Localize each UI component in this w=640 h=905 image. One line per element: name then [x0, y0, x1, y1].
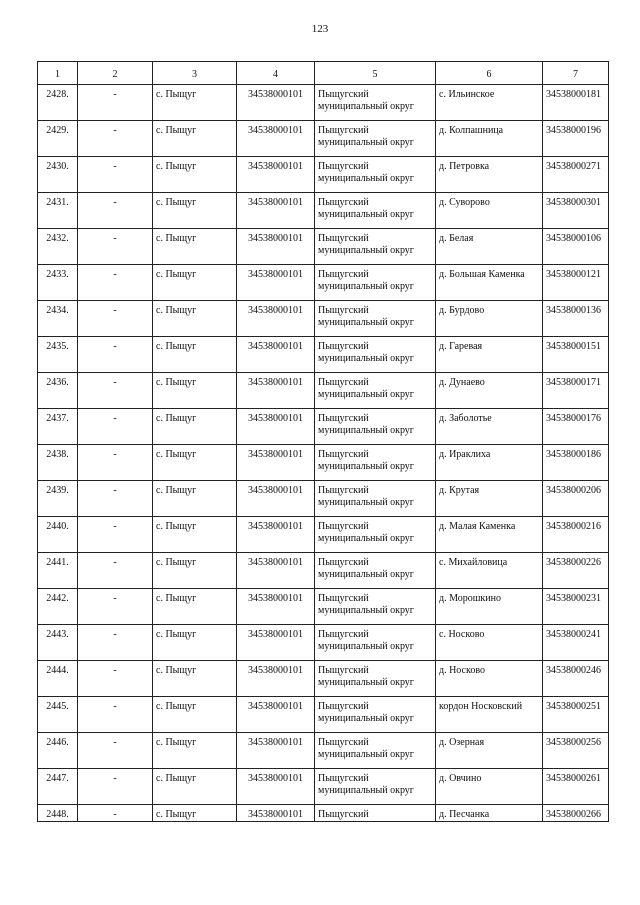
municipality-cell: Пыщугский муниципальный округ [315, 517, 436, 553]
table-row [38, 409, 609, 445]
table-row [38, 697, 609, 733]
admin-center-oktmo-cell: 34538000101 [237, 697, 315, 733]
settlement-cell: д. Песчанка [436, 805, 543, 822]
admin-center-cell: с. Пыщуг [153, 121, 237, 157]
column2-cell: - [78, 553, 153, 589]
admin-center-cell: с. Пыщуг [153, 265, 237, 301]
settlement-cell: д. Малая Каменка [436, 517, 543, 553]
row-number-cell: 2431. [38, 193, 78, 229]
row-number-cell: 2434. [38, 301, 78, 337]
column-header: 3 [153, 62, 237, 85]
column-header: 7 [543, 62, 609, 85]
admin-center-cell: с. Пыщуг [153, 553, 237, 589]
column2-cell: - [78, 373, 153, 409]
municipality-cell: Пыщугский муниципальный округ [315, 625, 436, 661]
settlement-cell: с. Михайловица [436, 553, 543, 589]
municipality-cell: Пыщугский муниципальный округ [315, 409, 436, 445]
column2-cell: - [78, 265, 153, 301]
settlement-oktmo-cell: 34538000181 [543, 85, 609, 121]
admin-center-cell: с. Пыщуг [153, 805, 237, 822]
column2-cell: - [78, 517, 153, 553]
column-header: 1 [38, 62, 78, 85]
page-number: 123 [311, 23, 329, 35]
settlement-oktmo-cell: 34538000206 [543, 481, 609, 517]
row-number-cell: 2443. [38, 625, 78, 661]
settlement-oktmo-cell: 34538000271 [543, 157, 609, 193]
settlement-oktmo-cell: 34538000171 [543, 373, 609, 409]
row-number-cell: 2436. [38, 373, 78, 409]
settlement-cell: д. Дунаево [436, 373, 543, 409]
row-number-cell: 2446. [38, 733, 78, 769]
settlement-registry-table [37, 61, 609, 822]
table-row [38, 229, 609, 265]
municipality-cell: Пыщугский муниципальный округ [315, 733, 436, 769]
settlement-cell: д. Большая Каменка [436, 265, 543, 301]
table-row [38, 661, 609, 697]
row-number-cell: 2430. [38, 157, 78, 193]
settlement-oktmo-cell: 34538000261 [543, 769, 609, 805]
municipality-cell: Пыщугский муниципальный округ [315, 85, 436, 121]
settlement-cell: д. Ираклиха [436, 445, 543, 481]
row-number-cell: 2441. [38, 553, 78, 589]
admin-center-oktmo-cell: 34538000101 [237, 481, 315, 517]
admin-center-cell: с. Пыщуг [153, 445, 237, 481]
row-number-cell: 2432. [38, 229, 78, 265]
settlement-cell: д. Гаревая [436, 337, 543, 373]
column-header: 4 [237, 62, 315, 85]
column-header: 5 [315, 62, 436, 85]
admin-center-oktmo-cell: 34538000101 [237, 517, 315, 553]
admin-center-cell: с. Пыщуг [153, 409, 237, 445]
admin-center-oktmo-cell: 34538000101 [237, 193, 315, 229]
admin-center-cell: с. Пыщуг [153, 481, 237, 517]
admin-center-cell: с. Пыщуг [153, 157, 237, 193]
admin-center-oktmo-cell: 34538000101 [237, 661, 315, 697]
admin-center-cell: с. Пыщуг [153, 193, 237, 229]
admin-center-cell: с. Пыщуг [153, 697, 237, 733]
municipality-cell: Пыщугский муниципальный округ [315, 589, 436, 625]
table-row [38, 265, 609, 301]
row-number-cell: 2438. [38, 445, 78, 481]
column2-cell: - [78, 589, 153, 625]
admin-center-cell: с. Пыщуг [153, 769, 237, 805]
settlement-cell: с. Ильинское [436, 85, 543, 121]
admin-center-cell: с. Пыщуг [153, 373, 237, 409]
row-number-cell: 2448. [38, 805, 78, 822]
municipality-cell: Пыщугский муниципальный округ [315, 697, 436, 733]
table-row [38, 121, 609, 157]
admin-center-oktmo-cell: 34538000101 [237, 337, 315, 373]
admin-center-cell: с. Пыщуг [153, 301, 237, 337]
table-row [38, 373, 609, 409]
settlement-cell: д. Озерная [436, 733, 543, 769]
column2-cell: - [78, 409, 153, 445]
admin-center-oktmo-cell: 34538000101 [237, 301, 315, 337]
column2-cell: - [78, 625, 153, 661]
settlement-oktmo-cell: 34538000226 [543, 553, 609, 589]
admin-center-oktmo-cell: 34538000101 [237, 157, 315, 193]
municipality-cell: Пыщугский муниципальный округ [315, 157, 436, 193]
settlement-oktmo-cell: 34538000216 [543, 517, 609, 553]
admin-center-cell: с. Пыщуг [153, 589, 237, 625]
table-row [38, 445, 609, 481]
column2-cell: - [78, 481, 153, 517]
row-number-cell: 2435. [38, 337, 78, 373]
admin-center-oktmo-cell: 34538000101 [237, 373, 315, 409]
table-row [38, 193, 609, 229]
settlement-oktmo-cell: 34538000121 [543, 265, 609, 301]
admin-center-cell: с. Пыщуг [153, 661, 237, 697]
column2-cell: - [78, 157, 153, 193]
admin-center-cell: с. Пыщуг [153, 625, 237, 661]
row-number-cell: 2437. [38, 409, 78, 445]
admin-center-oktmo-cell: 34538000101 [237, 769, 315, 805]
municipality-cell: Пыщугский муниципальный округ [315, 769, 436, 805]
settlement-oktmo-cell: 34538000196 [543, 121, 609, 157]
column2-cell: - [78, 445, 153, 481]
municipality-cell: Пыщугский [315, 805, 436, 822]
settlement-cell: д. Белая [436, 229, 543, 265]
admin-center-oktmo-cell: 34538000101 [237, 589, 315, 625]
settlement-oktmo-cell: 34538000186 [543, 445, 609, 481]
settlement-oktmo-cell: 34538000231 [543, 589, 609, 625]
municipality-cell: Пыщугский муниципальный округ [315, 121, 436, 157]
municipality-cell: Пыщугский муниципальный округ [315, 229, 436, 265]
table-row [38, 301, 609, 337]
municipality-cell: Пыщугский муниципальный округ [315, 481, 436, 517]
municipality-cell: Пыщугский муниципальный округ [315, 373, 436, 409]
settlement-oktmo-cell: 34538000301 [543, 193, 609, 229]
column2-cell: - [78, 337, 153, 373]
municipality-cell: Пыщугский муниципальный округ [315, 193, 436, 229]
row-number-cell: 2444. [38, 661, 78, 697]
settlement-oktmo-cell: 34538000256 [543, 733, 609, 769]
admin-center-oktmo-cell: 34538000101 [237, 445, 315, 481]
column2-cell: - [78, 805, 153, 822]
admin-center-cell: с. Пыщуг [153, 517, 237, 553]
municipality-cell: Пыщугский муниципальный округ [315, 337, 436, 373]
settlement-oktmo-cell: 34538000106 [543, 229, 609, 265]
table-row [38, 733, 609, 769]
row-number-cell: 2428. [38, 85, 78, 121]
table-row [38, 85, 609, 121]
admin-center-oktmo-cell: 34538000101 [237, 733, 315, 769]
admin-center-oktmo-cell: 34538000101 [237, 229, 315, 265]
column2-cell: - [78, 769, 153, 805]
table-row [38, 517, 609, 553]
settlement-oktmo-cell: 34538000136 [543, 301, 609, 337]
settlement-cell: с. Носково [436, 625, 543, 661]
row-number-cell: 2440. [38, 517, 78, 553]
admin-center-oktmo-cell: 34538000101 [237, 805, 315, 822]
table-row [38, 481, 609, 517]
admin-center-oktmo-cell: 34538000101 [237, 553, 315, 589]
table-row [38, 805, 609, 822]
settlement-oktmo-cell: 34538000266 [543, 805, 609, 822]
municipality-cell: Пыщугский муниципальный округ [315, 301, 436, 337]
column-header: 2 [78, 62, 153, 85]
settlement-oktmo-cell: 34538000246 [543, 661, 609, 697]
column2-cell: - [78, 733, 153, 769]
column2-cell: - [78, 193, 153, 229]
admin-center-cell: с. Пыщуг [153, 85, 237, 121]
admin-center-oktmo-cell: 34538000101 [237, 121, 315, 157]
settlement-cell: д. Носково [436, 661, 543, 697]
municipality-cell: Пыщугский муниципальный округ [315, 661, 436, 697]
settlement-cell: д. Овчино [436, 769, 543, 805]
column2-cell: - [78, 301, 153, 337]
municipality-cell: Пыщугский муниципальный округ [315, 265, 436, 301]
column2-cell: - [78, 697, 153, 733]
table-header-row [38, 62, 609, 85]
table-row [38, 769, 609, 805]
row-number-cell: 2447. [38, 769, 78, 805]
table-row [38, 553, 609, 589]
column2-cell: - [78, 229, 153, 265]
municipality-cell: Пыщугский муниципальный округ [315, 553, 436, 589]
settlement-cell: д. Бурдово [436, 301, 543, 337]
admin-center-oktmo-cell: 34538000101 [237, 265, 315, 301]
settlement-cell: д. Заболотье [436, 409, 543, 445]
row-number-cell: 2442. [38, 589, 78, 625]
column-header: 6 [436, 62, 543, 85]
admin-center-cell: с. Пыщуг [153, 733, 237, 769]
admin-center-cell: с. Пыщуг [153, 337, 237, 373]
settlement-oktmo-cell: 34538000241 [543, 625, 609, 661]
settlement-cell: д. Петровка [436, 157, 543, 193]
settlement-cell: д. Суворово [436, 193, 543, 229]
row-number-cell: 2429. [38, 121, 78, 157]
settlement-oktmo-cell: 34538000251 [543, 697, 609, 733]
settlement-oktmo-cell: 34538000151 [543, 337, 609, 373]
admin-center-oktmo-cell: 34538000101 [237, 85, 315, 121]
row-number-cell: 2439. [38, 481, 78, 517]
settlement-cell: д. Колпашница [436, 121, 543, 157]
admin-center-oktmo-cell: 34538000101 [237, 625, 315, 661]
table-row [38, 157, 609, 193]
admin-center-cell: с. Пыщуг [153, 229, 237, 265]
settlement-cell: д. Морошкино [436, 589, 543, 625]
table-row [38, 625, 609, 661]
table-row [38, 337, 609, 373]
column2-cell: - [78, 661, 153, 697]
row-number-cell: 2445. [38, 697, 78, 733]
column2-cell: - [78, 85, 153, 121]
table-row [38, 589, 609, 625]
column2-cell: - [78, 121, 153, 157]
settlement-cell: кордон Носковский [436, 697, 543, 733]
settlement-cell: д. Крутая [436, 481, 543, 517]
municipality-cell: Пыщугский муниципальный округ [315, 445, 436, 481]
settlement-oktmo-cell: 34538000176 [543, 409, 609, 445]
admin-center-oktmo-cell: 34538000101 [237, 409, 315, 445]
row-number-cell: 2433. [38, 265, 78, 301]
